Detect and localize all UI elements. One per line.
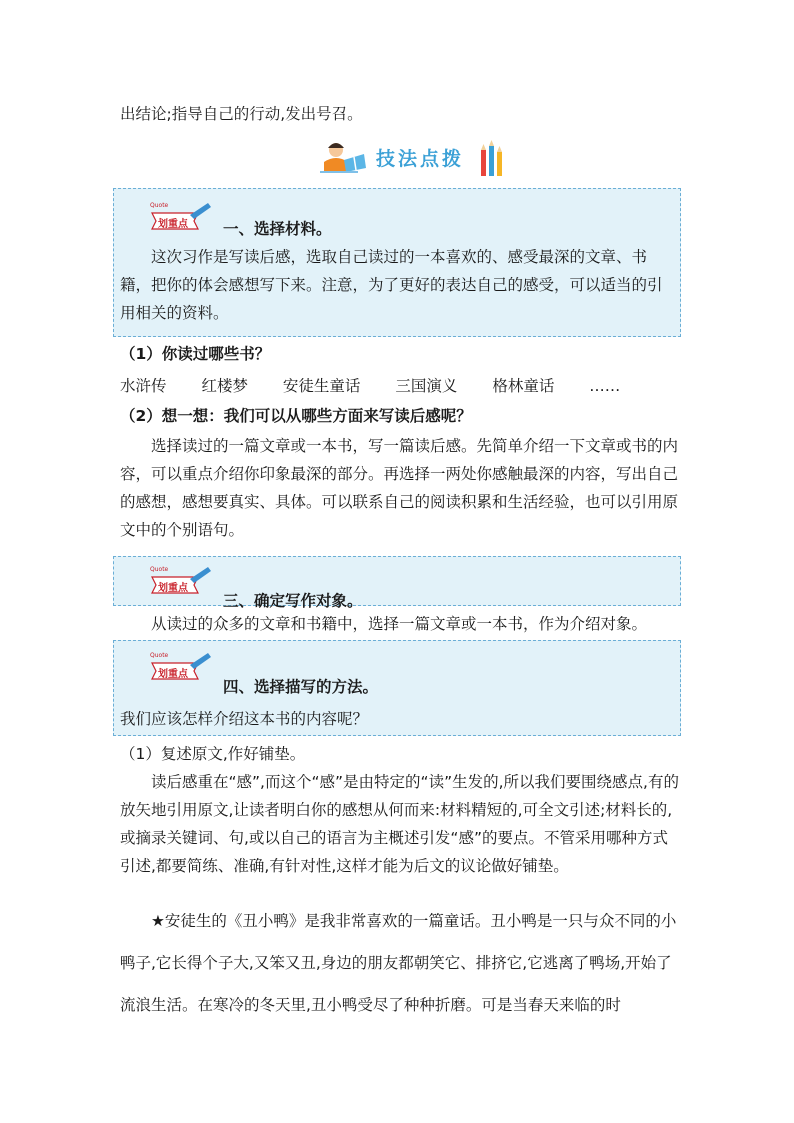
section1-heading: 一、选择材料。 <box>223 220 332 238</box>
book-item: 三国演义 <box>395 377 458 395</box>
badge-small: Quote <box>150 652 169 659</box>
book-item: 水浒传 <box>120 377 167 395</box>
section4-heading: 四、选择描写的方法。 <box>223 678 379 696</box>
section-banner <box>318 138 508 178</box>
badge-small: Quote <box>150 202 169 209</box>
pencils-icon <box>478 140 508 178</box>
badge-text: 划重点 <box>158 669 188 680</box>
key-point-box-1 <box>113 188 681 337</box>
key-point-box-3 <box>113 556 681 610</box>
book-item: 红楼梦 <box>201 377 248 395</box>
question-2: （2）想一想：我们可以从哪些方面来写读后感呢？ <box>120 407 472 425</box>
para-retell: 读后感重在“感”,而这个“感”是由特定的“读”生发的,所以我们要围绕感点,有的放矢地引用原文,让读者明白你的感想从何而来:材料精短的,可全文引述;材料长的,或摘录关键词、句,或以自己的语言为主概述引发“感”的要点。不管采用哪种方式引述,都要简练、准确,有针对性,这样才能为后文的议论做好铺垫。 <box>120 773 679 875</box>
sub-heading-1: （1）复述原文,作好铺垫。 <box>120 745 306 763</box>
book-item: …… <box>589 377 621 395</box>
book-item: 格林童话 <box>492 377 555 395</box>
line-top: 出结论;指导自己的行动,发出号召。 <box>120 105 363 123</box>
para-select: 选择读过的一篇文章或一本书，写一篇读后感。先简单介绍一下文章或书的内容，可以重点介绍你印象最深的部分。再选择一两处你感触最深的内容，写出自己的感想，感想要真实、具体。可以联系自己的阅读积累和生活经验，也可以引用原文中的个别语句。 <box>120 437 679 539</box>
reading-child-icon <box>318 138 378 178</box>
badge-text: 划重点 <box>158 583 188 594</box>
key-point-badge <box>148 201 212 235</box>
section4-body: 我们应该怎样介绍这本书的内容呢？ <box>120 710 369 728</box>
question-1: （1）你读过哪些书？ <box>120 345 271 363</box>
para-object: 从读过的众多的文章和书籍中，选择一篇文章或一本书，作为介绍对象。 <box>151 615 648 633</box>
section1-body: 这次习作是写读后感，选取自己读过的一本喜欢的、感受最深的文章、书籍，把你的体会感想写下来。注意，为了更好的表达自己的感受，可以适当的引用相关的资料。 <box>120 248 663 322</box>
key-point-badge <box>148 651 212 685</box>
book-item: 安徒生童话 <box>282 377 361 395</box>
key-point-badge <box>148 565 212 599</box>
banner-title: 技法点拨 <box>376 148 465 170</box>
badge-small: Quote <box>150 566 169 573</box>
para-example: ★安徒生的《丑小鸭》是我非常喜欢的一篇童话。丑小鸭是一只与众不同的小鸭子,它长得个子大,又笨又丑,身边的朋友都朝笑它、排挤它,它逃离了鸭场,开始了流浪生活。在寒冷的冬天里,丑小鸭受尽了种种折磨。可是当春天来临的时 <box>120 912 677 1014</box>
key-point-box-4 <box>113 640 681 736</box>
badge-text: 划重点 <box>158 219 188 230</box>
section3-heading: 三、确定写作对象。 <box>223 592 363 610</box>
book-list <box>120 372 650 400</box>
